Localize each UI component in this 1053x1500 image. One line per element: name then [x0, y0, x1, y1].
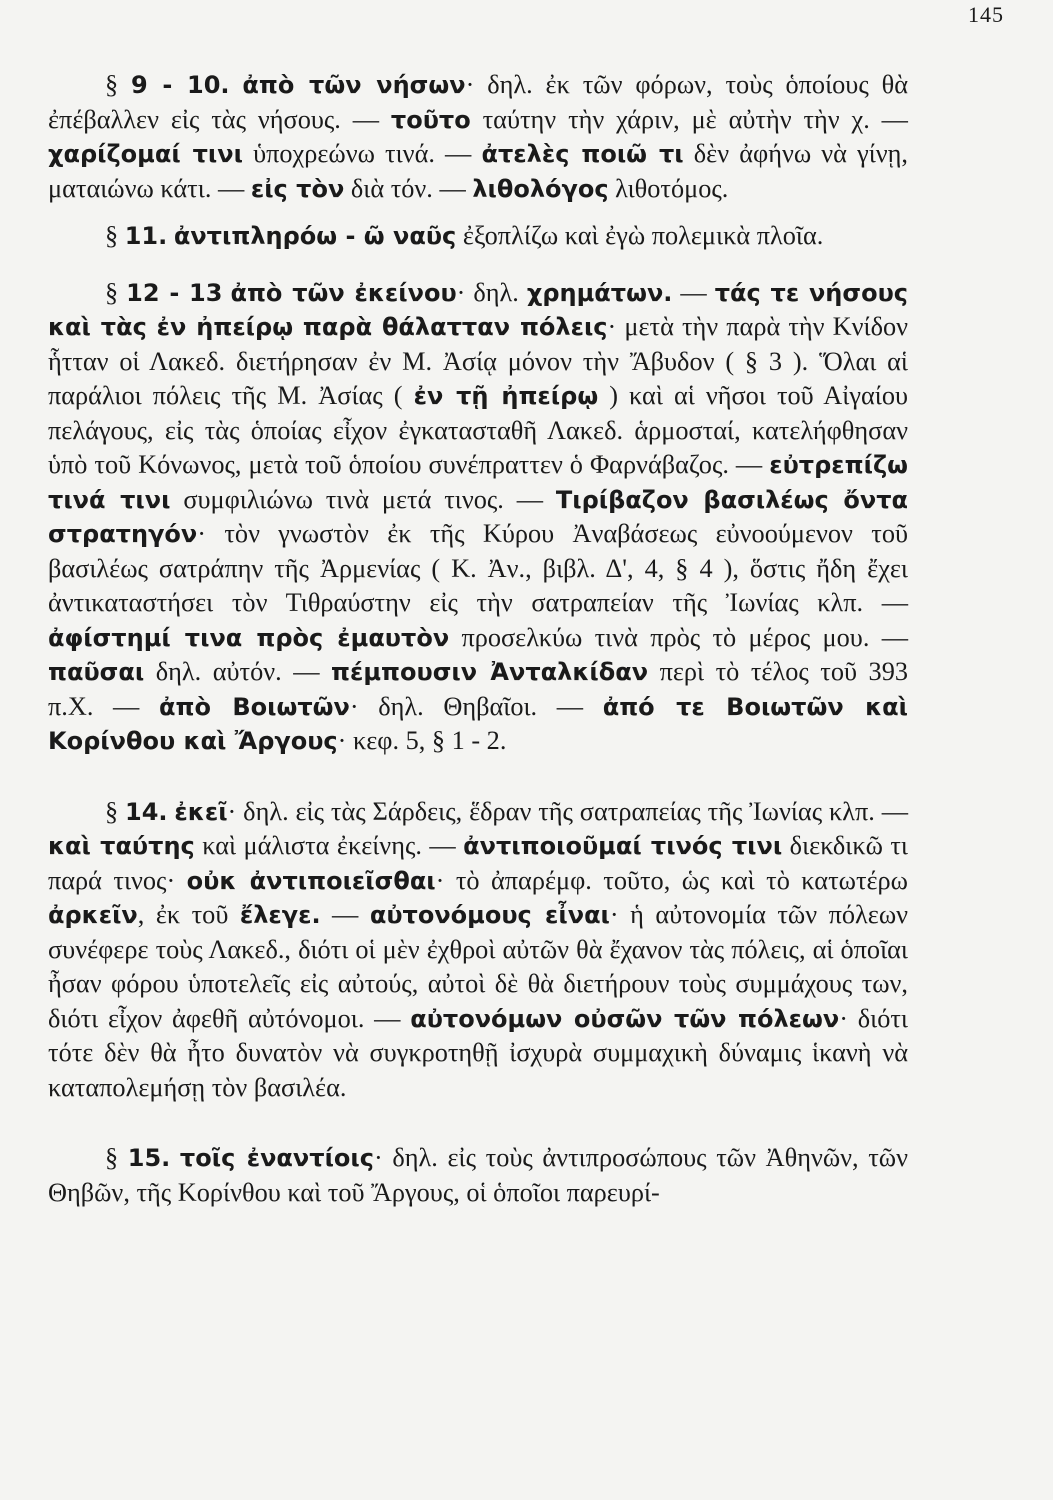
lemma-term: ἔλεγε. [239, 901, 321, 929]
commentary-text-run: δὲν ἀφήνω νὰ γίνῃ, ματαιώνω κάτι. — [48, 139, 909, 203]
section-number: 15. [127, 1144, 171, 1172]
commentary-text-run: προσελκύω τινὰ πρὸς τὸ μέρος μου. — [449, 622, 908, 652]
commentary-text-run: · δηλ. ἐκ τῶν φόρων, τοὺς ὁποίους θὰ ἐπέβαλλεν εἰς τὰς νήσους. — [48, 70, 908, 134]
commentary-text-run [230, 70, 243, 99]
commentary-text-run: ἐξοπλίζω καὶ ἐγὼ πολεμικὰ πλοῖα. [456, 221, 824, 250]
commentary-text-run: , ἐκ τοῦ [137, 900, 240, 929]
lemma-term: οὐκ ἀντιποιεῖσθαι [186, 866, 436, 895]
commentary-text-run: § [105, 796, 126, 826]
lemma-term: Τιρίβαζον βασιλέως ὄντα στρατηγόν [48, 485, 908, 548]
section-number: 9 - 10. [131, 71, 230, 99]
lemma-term: πέμπουσιν Ἀνταλκίδαν [331, 658, 649, 686]
lemma-term: αὐτονόμους εἶναι [369, 901, 610, 929]
commentary-text-run: · μετὰ τὴν παρὰ τὴν Κνίδον ἧτταν οἱ Λακεδ. διετήρησαν ἐν Μ. Ἀσίᾳ μόνον τὴν Ἄβυδον ( § 3 ). Ὅλαι αἱ παράλιοι πόλεις τῆς Μ. Ἀσίας ( [48, 312, 908, 410]
commentary-text-run: · δηλ. εἰς τὰς Σάρδεις, ἕδραν τῆς σατραπείας τῆς Ἰωνίας κλπ. — [227, 796, 908, 826]
paragraph-section-14 [48, 795, 908, 1106]
commentary-text-run: δηλ. αὐτόν. — [144, 657, 332, 686]
commentary-text-run: διὰ τόν. — [344, 173, 473, 203]
lemma-term: τοῖς ἐναντίοις [179, 1144, 374, 1172]
lemma-term: ἐν τῇ ἠπείρῳ [413, 382, 599, 410]
lemma-term: ἀφίστημί τινα πρὸς ἐμαυτὸν [48, 623, 450, 652]
lemma-term: εἰς τὸν [250, 174, 345, 203]
commentary-text-run: · ἡ αὐτονομία τῶν πόλεων συνέφερε τοὺς Λακεδ., διότι οἱ μὲν ἐχθροὶ αὐτῶν θὰ ἔχανον τὰς πόλεις, αἱ ὁποῖαι ἦσαν φόρου ὑποτελεῖς εἰς αὐτούς, αὐτοὶ δὲ θὰ διετήρουν τοὺς συμμάχους των, διότι εἶχον ἀφεθῆ αὐτόνομοι. — [48, 900, 909, 1033]
commentary-text-run: · διότι τότε δὲν θὰ ἦτο δυνατὸν νὰ συγκροτηθῇ ἰσχυρὰ συμμαχικὴ δύναμις ἱκανὴ νὰ καταπολεμήσῃ τὸν βασιλέα. [48, 1003, 908, 1102]
commentary-text-run: · δηλ. [456, 277, 527, 307]
lemma-term: χαρίζομαί τινι [48, 140, 243, 168]
commentary-text-run: διεκδικῶ τι παρά τινος· [48, 831, 908, 895]
lemma-term: ἀπὸ τῶν ἐκείνου [230, 278, 457, 307]
commentary-text-run: περὶ τὸ τέλος τοῦ 393 π.Χ. — [48, 657, 908, 721]
commentary-text-run: · δηλ. Θηβαῖοι. — [349, 691, 603, 721]
lemma-term: καὶ ταύτης [48, 832, 195, 860]
paragraph-section-9-10 [48, 68, 908, 206]
paragraph-section-15 [48, 1141, 908, 1210]
lemma-term: ἀτελὲς ποιῶ τι [481, 140, 684, 168]
commentary-text-run: συμφιλιώνω τινὰ μετά τινος. — [170, 484, 556, 514]
lemma-term: χρημάτων. [526, 278, 673, 307]
lemma-term: παῦσαι [48, 658, 145, 686]
commentary-text-run: · τὸν γνωστὸν ἐκ τῆς Κύρου Ἀναβάσεως εὐνοούμενον τοῦ βασιλέως σατράπην τῆς Ἀρμενίας ( Κ. Ἀν., βιβλ. Δ', 4, § 4 ), ὅστις ἤδη ἔχει ἀντικαταστήσει τὸν Τιθραύστην εἰς τὴν σατραπείαν τῆς Ἰωνίας κλπ. — [48, 519, 908, 617]
commentary-text-run: · δηλ. εἰς τοὺς ἀντιπροσώπους τῶν Ἀθηνῶν, τῶν Θηβῶν, τῆς Κορίνθου καὶ τοῦ Ἄργους, οἱ ὁποῖοι παρευρί- [48, 1143, 908, 1207]
lemma-term: ἀπὸ τῶν νήσων [242, 71, 466, 99]
commentary-text-run: καὶ μάλιστα ἐκείνης. — [194, 831, 464, 860]
lemma-term: εὐτρεπίζω τινά τινι [48, 451, 908, 514]
paragraph-section-11 [48, 219, 908, 254]
lemma-term: τοῦτο [390, 105, 471, 134]
section-number: 12 - 13 [126, 278, 223, 307]
commentary-text [48, 68, 908, 1210]
lemma-term: ἐκεῖ [174, 797, 228, 826]
commentary-text-run: — [320, 900, 370, 929]
lemma-term: ἀντιποιοῦμαί τινός τινι [463, 832, 783, 860]
commentary-text-run: · τὸ ἀπαρέμφ. τοῦτο, ὡς καὶ τὸ κατωτέρω [435, 865, 908, 895]
section-number: 11. [124, 222, 168, 250]
commentary-text-run: — [672, 277, 715, 307]
commentary-text-run: § [105, 70, 132, 99]
lemma-term: ἀπό τε Βοιωτῶν καὶ Κορίνθου καὶ Ἄργους [48, 692, 908, 755]
lemma-term: ἀρκεῖν [48, 901, 138, 929]
commentary-text-run: λιθοτόμος. [608, 173, 729, 203]
lemma-term: ἀντιπληρόω - ῶ ναῦς [173, 222, 457, 250]
lemma-term: ἀπὸ Βοιωτῶν [158, 692, 350, 721]
lemma-term: αὐτονόμων οὐσῶν τῶν πόλεων [410, 1004, 840, 1033]
commentary-text-run: § [105, 1143, 128, 1172]
commentary-text-run [170, 1143, 180, 1172]
commentary-text-run: § [105, 221, 125, 250]
lemma-term: λιθολόγος [472, 174, 609, 203]
commentary-text-run [167, 221, 174, 250]
commentary-text-run: · κεφ. 5, § 1 - 2. [337, 726, 507, 755]
lemma-term: τάς τε νήσους καὶ τὰς ἐν ἠπείρῳ παρὰ θάλατταν πόλεις [48, 278, 909, 341]
section-number: 14. [125, 797, 168, 826]
commentary-text-run: ) καὶ αἱ νῆσοι τοῦ Αἰγαίου πελάγους, εἰς τὰς ὁποίας εἶχον ἐγκατασταθῆ Λακεδ. ἁρμοσταί, κατελήφθησαν ὑπὸ τοῦ Κόνωνος, μετὰ τοῦ ὁποίου συνέπραττεν ὁ Φαρνάβαζος. — [48, 381, 908, 479]
commentary-text-run: ταύτην τὴν χάριν, μὲ αὐτὴν τὴν χ. — [470, 104, 908, 134]
paragraph-section-12-13 [48, 276, 908, 759]
commentary-text-run: ὑποχρεώνω τινά. — [242, 139, 482, 168]
page-number: 145 [968, 2, 1004, 27]
commentary-text-run: § [105, 277, 127, 307]
